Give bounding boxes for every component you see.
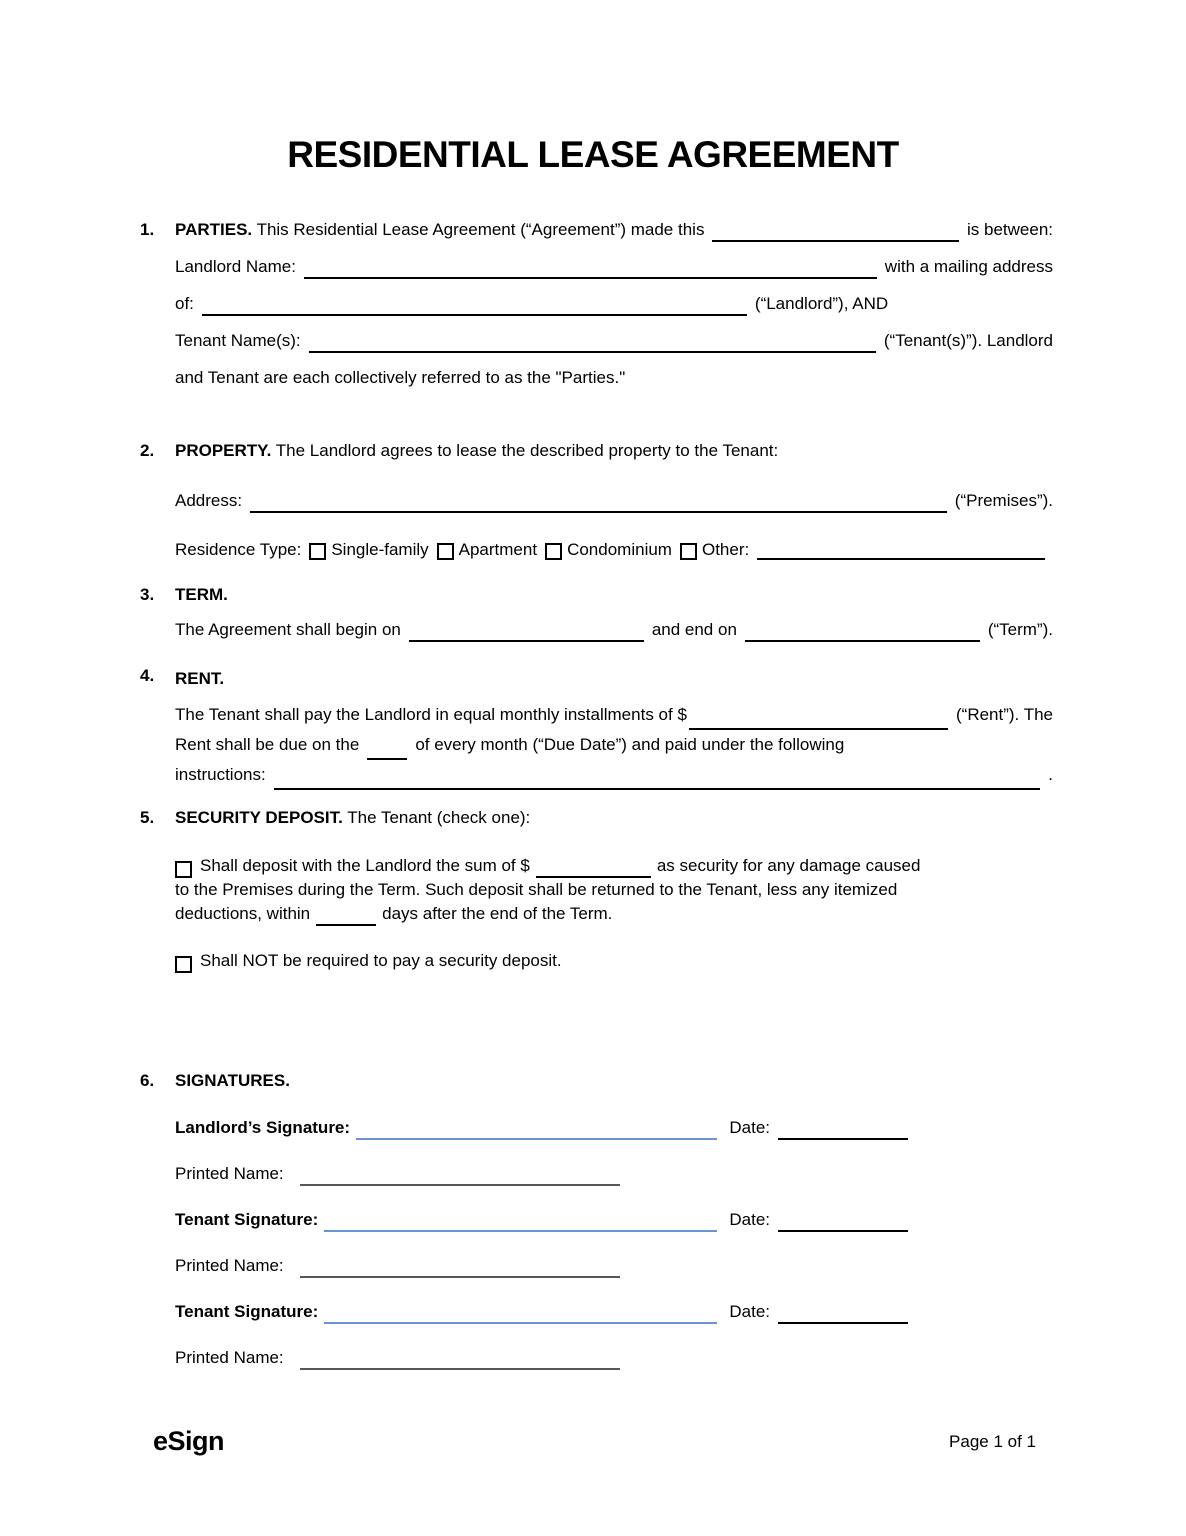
term-start-date-blank[interactable] [409, 620, 644, 642]
deposit-deductions-text: deductions, within [175, 904, 311, 923]
landlord-signature-row [175, 1116, 908, 1140]
section-parties [140, 218, 1053, 403]
other-residence-blank[interactable] [757, 538, 1045, 560]
landlord-signature-label: Landlord’s Signature: [175, 1118, 351, 1137]
parties-intro-end-text: is between: [967, 220, 1053, 239]
rent-due-text: Rent shall be due on the [175, 735, 360, 754]
condominium-option-label: Condominium [567, 540, 672, 559]
rent-due-post-text: of every month (“Due Date”) and paid under the following [415, 735, 845, 754]
section-number: 3. [140, 585, 155, 604]
security-deposit-amount-blank[interactable] [536, 858, 651, 878]
security-intro-text: The Tenant (check one): [347, 808, 531, 827]
section-security-deposit [140, 806, 1053, 973]
landlord-signature-field[interactable] [356, 1118, 717, 1140]
deposit-option2-text: Shall NOT be required to pay a security deposit. [200, 951, 562, 970]
property-address-blank[interactable] [250, 491, 947, 513]
tenant-names-label: Tenant Name(s): [175, 331, 301, 350]
date-label: Date: [729, 1210, 770, 1229]
landlord-printed-name-field[interactable] [300, 1164, 620, 1186]
section-number: 2. [140, 441, 155, 460]
deposit-option1-line2-text: to the Premises during the Term. Such deposit shall be returned to the Tenant, less any itemized [175, 880, 898, 899]
deposit-return-days-blank[interactable] [316, 906, 376, 926]
agreement-date-blank[interactable] [712, 220, 959, 242]
other-checkbox[interactable] [680, 543, 697, 560]
rent-amount-blank[interactable] [689, 704, 948, 730]
deposit-option1-text: Shall deposit with the Landlord the sum of $ [200, 856, 530, 875]
section-heading: RENT. [175, 669, 225, 688]
landlord-name-blank[interactable] [304, 257, 877, 279]
rent-defined-text: (“Rent”). The [956, 705, 1053, 724]
tenant-signature-row [175, 1208, 908, 1232]
tenant-signature-field[interactable] [324, 1210, 717, 1232]
section-heading: SIGNATURES. [175, 1071, 290, 1090]
section-heading: SECURITY DEPOSIT. [175, 808, 343, 827]
page-title: RESIDENTIAL LEASE AGREEMENT [287, 134, 899, 175]
term-begin-text: The Agreement shall begin on [175, 620, 401, 639]
security-deposit-option2-checkbox[interactable] [175, 956, 192, 973]
date-label: Date: [729, 1118, 770, 1137]
section-rent [140, 664, 1053, 790]
property-intro-text: The Landlord agrees to lease the described property to the Tenant: [275, 441, 779, 460]
printed-name-label: Printed Name: [175, 1348, 284, 1367]
section-number: 1. [140, 220, 155, 239]
parties-closing-text: and Tenant are each collectively referred to as the "Parties." [175, 368, 626, 387]
term-defined-text: (“Term”). [987, 620, 1053, 639]
payment-instructions-blank[interactable] [274, 764, 1041, 790]
single-family-option-label: Single-family [331, 540, 429, 559]
section-number: 6. [140, 1071, 155, 1090]
section-heading: TERM. [175, 585, 228, 604]
tenant-names-blank[interactable] [309, 331, 876, 353]
other-option-label: Other: [701, 540, 750, 559]
esign-logo: eSign [153, 1426, 225, 1456]
tenant2-signature-row [175, 1300, 908, 1324]
parties-intro-text: This Residential Lease Agreement (“Agreement”) made this [256, 220, 705, 239]
mailing-address-label: of: [175, 294, 194, 313]
term-end-date-blank[interactable] [745, 620, 980, 642]
apartment-option-label: Apartment [458, 540, 538, 559]
deposit-option1-post-text: as security for any damage caused [656, 856, 921, 875]
printed-name-label: Printed Name: [175, 1164, 284, 1183]
residence-type-label: Residence Type: [175, 540, 302, 559]
security-deposit-option1-checkbox[interactable] [175, 861, 192, 878]
landlord-name-label: Landlord Name: [175, 257, 296, 276]
term-end-text: and end on [651, 620, 737, 639]
landlord-printed-name-row [175, 1162, 1053, 1186]
section-heading: PROPERTY. [175, 441, 272, 460]
deposit-days-post-text: days after the end of the Term. [382, 904, 613, 923]
instructions-period-text: . [1048, 765, 1053, 784]
landlord-name-post-text: with a mailing address [884, 257, 1053, 276]
section-signatures [140, 1069, 1053, 1370]
tenant-defined-text: (“Tenant(s)”). Landlord [883, 331, 1053, 350]
condominium-checkbox[interactable] [545, 543, 562, 560]
rent-installments-text: The Tenant shall pay the Landlord in equal monthly installments of $ [175, 705, 687, 724]
tenant-date-field[interactable] [778, 1210, 908, 1232]
printed-name-label: Printed Name: [175, 1256, 284, 1275]
landlord-address-blank[interactable] [202, 294, 747, 316]
single-family-checkbox[interactable] [309, 543, 326, 560]
address-label: Address: [175, 491, 243, 510]
tenant2-printed-name-field[interactable] [300, 1348, 620, 1370]
tenant-printed-name-field[interactable] [300, 1256, 620, 1278]
rent-due-day-blank[interactable] [367, 734, 407, 760]
page-indicator: Page 1 of 1 [949, 1432, 1036, 1451]
tenant2-signature-label: Tenant Signature: [175, 1302, 319, 1321]
section-number: 5. [140, 808, 155, 827]
tenant2-signature-field[interactable] [324, 1302, 717, 1324]
tenant-printed-name-row [175, 1254, 1053, 1278]
apartment-checkbox[interactable] [437, 543, 454, 560]
landlord-defined-text: (“Landlord”), AND [754, 294, 889, 313]
tenant2-date-field[interactable] [778, 1302, 908, 1324]
section-term [140, 583, 1053, 642]
tenant-signature-label: Tenant Signature: [175, 1210, 319, 1229]
section-property [140, 439, 1053, 560]
landlord-date-field[interactable] [778, 1118, 908, 1140]
tenant2-printed-name-row [175, 1346, 1053, 1370]
date-label: Date: [729, 1302, 770, 1321]
section-number: 4. [140, 666, 155, 685]
section-heading: PARTIES. [175, 220, 253, 239]
instructions-label: instructions: [175, 765, 266, 784]
premises-defined-text: (“Premises”). [954, 491, 1053, 510]
